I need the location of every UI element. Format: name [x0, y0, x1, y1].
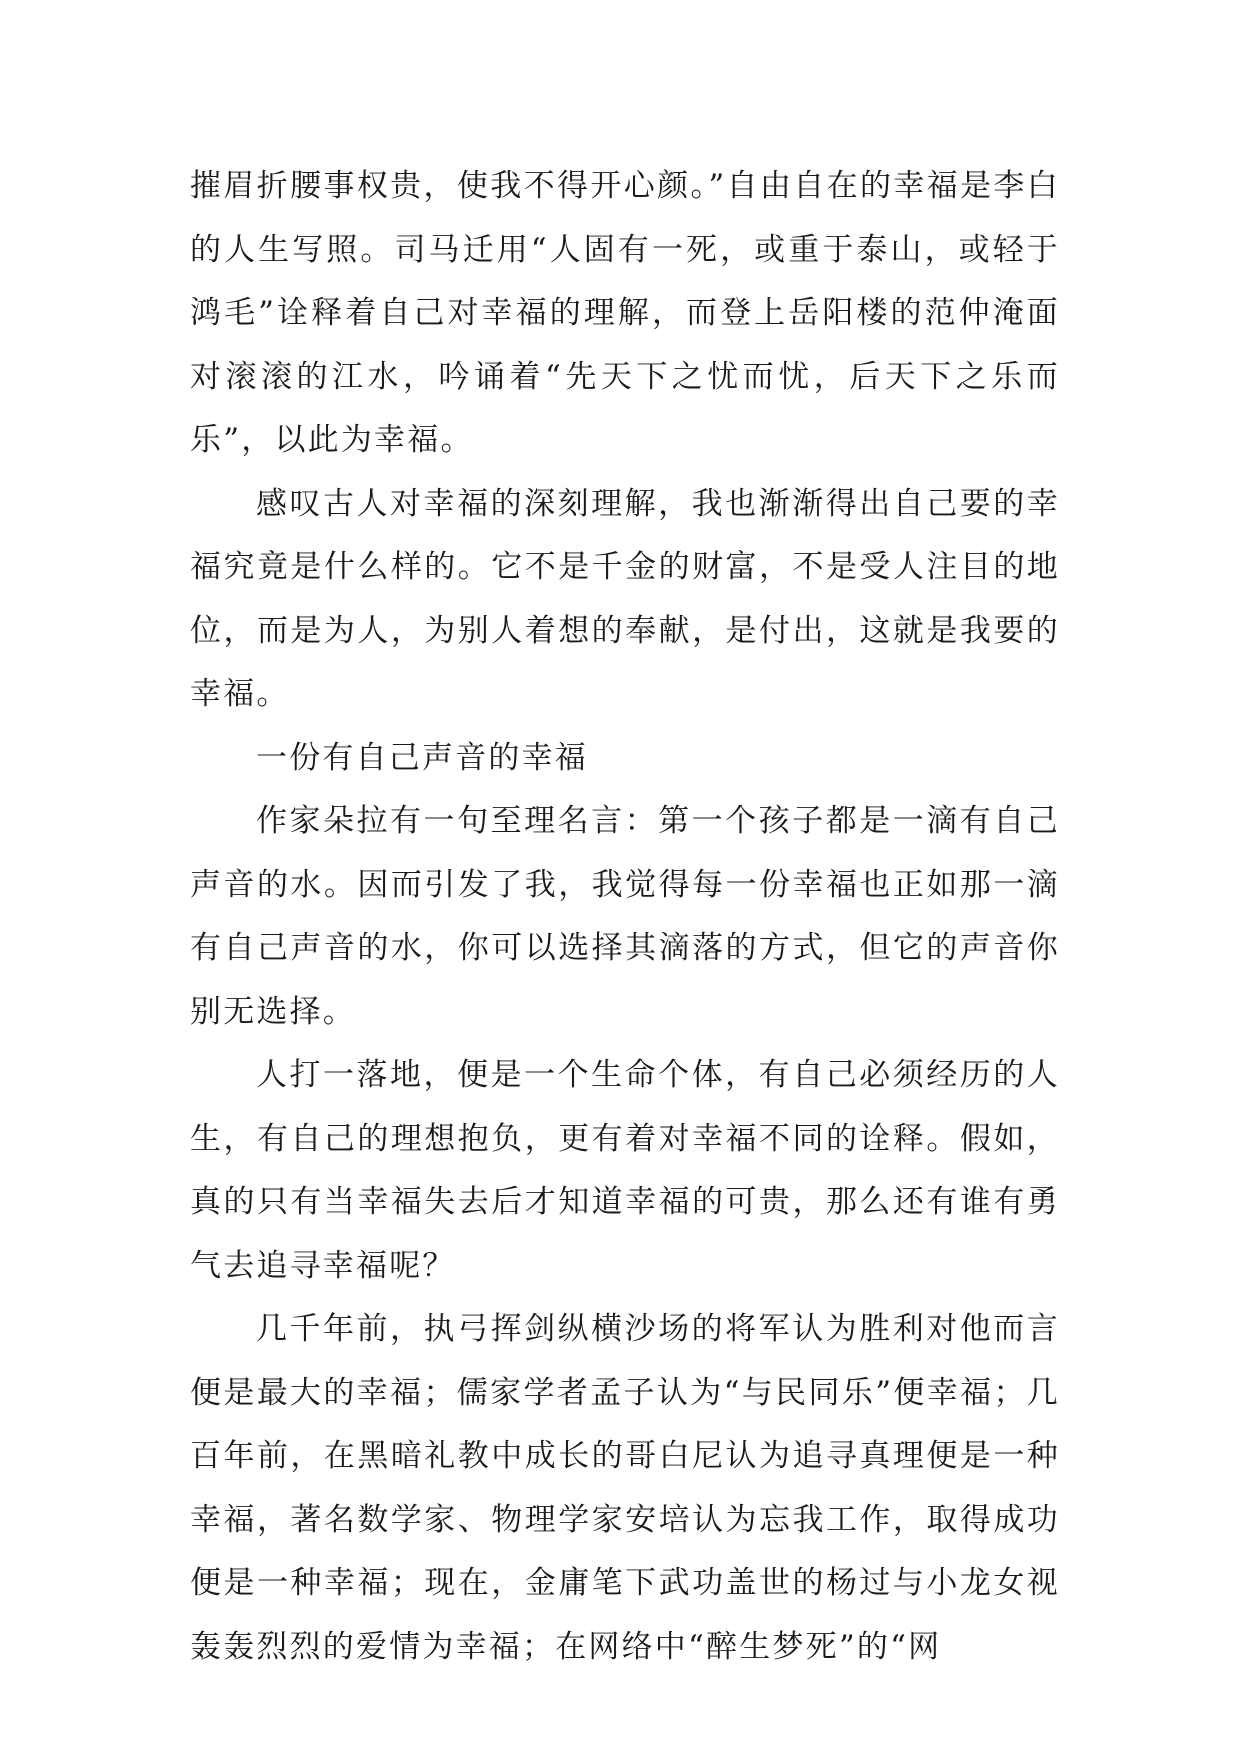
paragraph-1: 摧眉折腰事权贵，使我不得开心颜。”自由自在的幸福是李白的人生写照。司马迁用“人固有一死，或重于泰山，或轻于鸿毛”诠释着自己对幸福的理解，而登上岳阳楼的范仲淹面对滚滚的江水，吟诵着“先天下之忧而忧，后天下之乐而乐”，以此为幸福。 — [190, 168, 1060, 458]
paragraph-2: 感叹古人对幸福的深刻理解，我也渐渐得出自己要的幸福究竟是什么样的。它不是千金的财富，不是受人注目的地位，而是为人，为别人着想的奉献，是付出，这就是我要的幸福。 — [190, 485, 1060, 712]
section-heading: 一份有自己声音的幸福 — [256, 739, 588, 776]
paragraph-5: 几千年前，执弓挥剑纵横沙场的将军认为胜利对他而言便是最大的幸福；儒家学者孟子认为“与民同乐”便幸福；几百年前，在黑暗礼教中成长的哥白尼认为追寻真理便是一种幸福，著名数学家、物理学家安培认为忘我工作，取得成功便是一种幸福；现在，金庸笔下武功盖世的杨过与小龙女视轰轰烈烈的爱情为幸福；在网络中“醉生梦死”的“网 — [190, 1311, 1060, 1665]
paragraph-4: 人打一落地，便是一个生命个体，有自己必须经历的人生，有自己的理想抱负，更有着对幸福不同的诠释。假如，真的只有当幸福失去后才知道幸福的可贵，那么还有谁有勇气去追寻幸福呢？ — [190, 1057, 1060, 1284]
document-body — [190, 155, 1060, 1679]
paragraph-3: 作家朵拉有一句至理名言：第一个孩子都是一滴有自己声音的水。因而引发了我，我觉得每一份幸福也正如那一滴有自己声音的水，你可以选择其滴落的方式，但它的声音你别无选择。 — [190, 803, 1060, 1030]
